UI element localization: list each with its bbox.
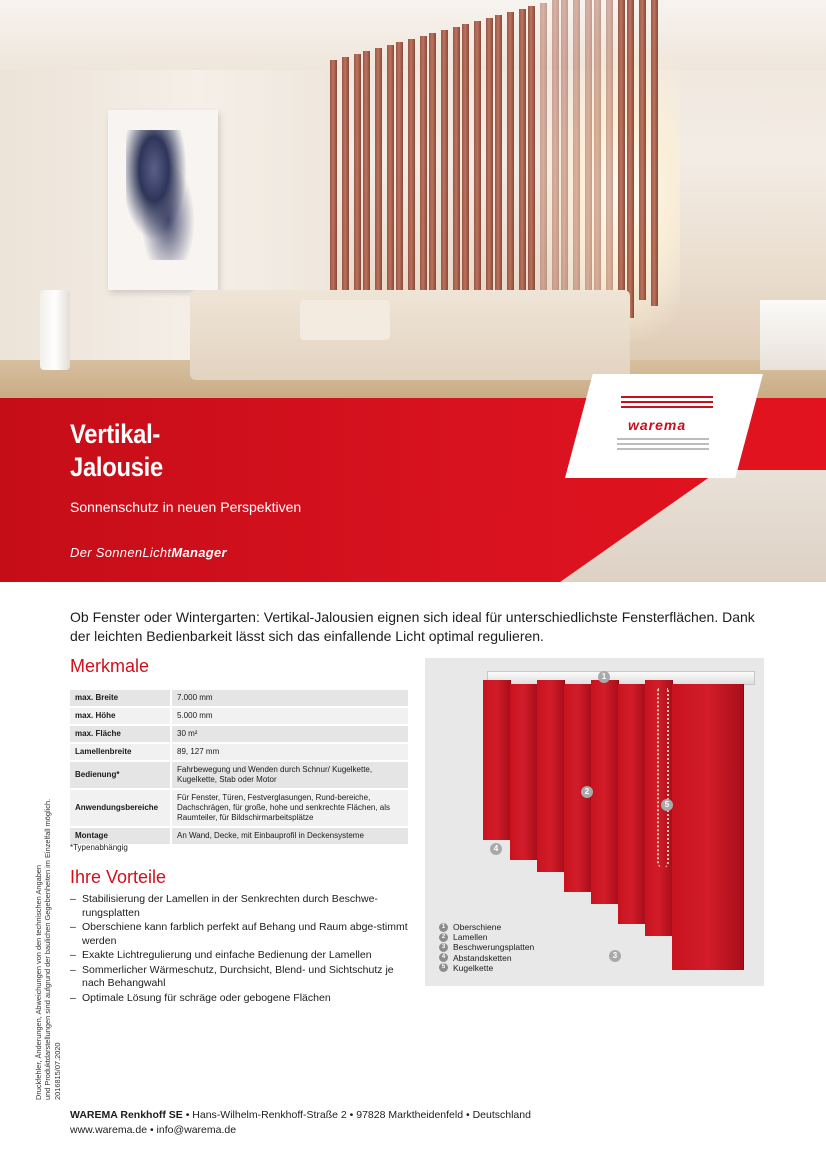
tagline-regular: Der SonnenLicht	[70, 545, 172, 560]
feature-value: 7.000 mm	[172, 690, 408, 706]
footer-address: • Hans-Wilhelm-Renkhoff-Straße 2 • 97828 Marktheidenfeld • Deutschland	[182, 1109, 531, 1121]
diagram-legend	[439, 922, 534, 973]
hero-slat	[585, 0, 592, 318]
legend-label: Abstandsketten	[453, 952, 512, 963]
feature-value: 89, 127 mm	[172, 744, 408, 760]
feature-label: max. Fläche	[70, 726, 172, 742]
legend-number: 5	[439, 963, 448, 972]
legal-line-3: 2016815/07.2020	[52, 1042, 62, 1100]
feature-label: Montage	[70, 828, 172, 844]
hero-slat	[651, 0, 658, 306]
page-title	[70, 418, 163, 484]
diagram-slat	[672, 684, 744, 970]
vorteile-heading: Ihre Vorteile	[70, 867, 167, 887]
legend-label: Beschwerungsplatten	[453, 942, 535, 953]
sofa	[190, 290, 630, 380]
legend-item	[439, 932, 534, 942]
footer-company: WAREMA Renkhoff SE	[70, 1109, 183, 1121]
logo-lower-stripes-icon	[617, 438, 709, 453]
product-diagram	[425, 658, 764, 986]
feature-value: 5.000 mm	[172, 708, 408, 724]
sofa-cushion	[300, 300, 390, 340]
title-line-2: Jalousie	[70, 452, 163, 482]
legend-label: Kugelkette	[453, 962, 494, 973]
marker-2: 2	[581, 786, 593, 798]
legal-line-2: und Produktdarstellungen sind aufgrund der baulichen Gegebenheiten im Einzelfall möglich.	[43, 798, 53, 1100]
legal-line-1: Druckfehler, Änderungen, Abweichungen von den technischen Angaben	[34, 864, 43, 1100]
advantage-item: – Sommerlicher Wärmeschutz, Durchsicht, Blend- und Sichtschutz je nach Behangwahl	[70, 964, 410, 991]
footer-contact: www.warema.de • info@warema.de	[70, 1124, 237, 1136]
advantages-list	[70, 893, 410, 1006]
hero-slat	[507, 12, 514, 312]
tagline	[70, 545, 227, 560]
footnote: *Typenabhängig	[70, 843, 128, 852]
hero-slat	[552, 0, 559, 300]
title-line-1: Vertikal-	[70, 419, 161, 449]
logo-stripes-icon	[621, 396, 713, 411]
hero-slat	[561, 0, 568, 306]
diagram-slat	[618, 684, 646, 924]
footer	[70, 1108, 531, 1138]
legend-item	[439, 942, 534, 952]
legend-item	[439, 922, 534, 932]
feature-label: max. Höhe	[70, 708, 172, 724]
advantage-item: – Exakte Lichtregulierung und einfache Bedienung der Lamellen	[70, 949, 410, 963]
hero-slat	[486, 18, 493, 330]
diagram-slat	[591, 680, 619, 904]
legend-label: Oberschiene	[453, 922, 502, 932]
marker-1: 1	[598, 671, 610, 683]
features-row	[70, 744, 408, 760]
diagram-slat	[510, 684, 538, 860]
sideboard	[760, 300, 826, 370]
hero-slat	[474, 21, 481, 327]
intro-text: Ob Fenster oder Wintergarten: Vertikal-Jalousien eignen sich ideal für unterschiedlichste Fensterflächen. Dank der leichten Bedienbarkeit lässt sich das einfallende Licht optimal regulieren.	[70, 609, 755, 644]
hero-slat	[528, 6, 535, 318]
hero-slat	[627, 0, 634, 318]
hero-slat	[573, 0, 580, 312]
legend-number: 1	[439, 923, 448, 932]
features-row	[70, 708, 408, 724]
hero-slat	[606, 0, 613, 306]
legend-number: 4	[439, 953, 448, 962]
advantage-item: – Optimale Lösung für schräge oder gebogene Flächen	[70, 992, 410, 1006]
hero-slat	[495, 15, 502, 333]
feature-value: An Wand, Decke, mit Einbauprofil in Deckensysteme	[172, 828, 408, 844]
hero-photo	[0, 0, 826, 398]
legend-number: 3	[439, 943, 448, 952]
feature-label: Bedienung*	[70, 762, 172, 788]
merkmale-heading: Merkmale	[70, 656, 150, 676]
marker-3: 3	[609, 950, 621, 962]
legend-item	[439, 963, 534, 973]
features-row	[70, 790, 408, 826]
advantage-item: – Oberschiene kann farblich perfekt auf Behang und Raum abge-stimmt werden	[70, 921, 410, 948]
advantage-item: – Stabilisierung der Lamellen in der Senkrechten durch Beschwe-rungsplatten	[70, 893, 410, 920]
feature-label: Anwendungsbereiche	[70, 790, 172, 826]
diagram-slat	[537, 680, 565, 872]
features-row	[70, 762, 408, 788]
diagram-slat	[483, 680, 511, 840]
hero-slat	[618, 0, 625, 312]
wall-art	[108, 110, 218, 290]
features-table	[70, 688, 408, 846]
feature-value: Für Fenster, Türen, Festverglasungen, Rund-bereiche, Dachschrägen, für große, hohe und senkrechte Flächen, als Raumteiler, für Bildschirmarbeitsplätze	[172, 790, 408, 826]
warema-logo: warema	[628, 417, 687, 433]
hero-slat	[540, 3, 547, 321]
marker-4: 4	[490, 843, 502, 855]
feature-value: Fahrbewegung und Wenden durch Schnur/ Kugelkette, Kugelkette, Stab oder Motor	[172, 762, 408, 788]
ball-chain	[657, 688, 669, 868]
features-row	[70, 726, 408, 742]
features-row	[70, 828, 408, 844]
hero-slat	[594, 0, 601, 300]
tagline-bold: Manager	[171, 545, 227, 560]
hero-slat	[462, 24, 469, 324]
legend-item	[439, 953, 534, 963]
legend-number: 2	[439, 933, 448, 942]
hero-slat	[519, 9, 526, 315]
hero-slat	[639, 0, 646, 300]
features-row	[70, 690, 408, 706]
feature-label: Lamellenbreite	[70, 744, 172, 760]
vase	[40, 290, 70, 370]
top-rail	[487, 671, 755, 685]
feature-value: 30 m²	[172, 726, 408, 742]
page-subtitle: Sonnenschutz in neuen Perspektiven	[70, 499, 302, 515]
legend-label: Lamellen	[453, 932, 488, 943]
feature-label: max. Breite	[70, 690, 172, 706]
legal-notice	[34, 790, 62, 1100]
marker-5: 5	[661, 799, 673, 811]
